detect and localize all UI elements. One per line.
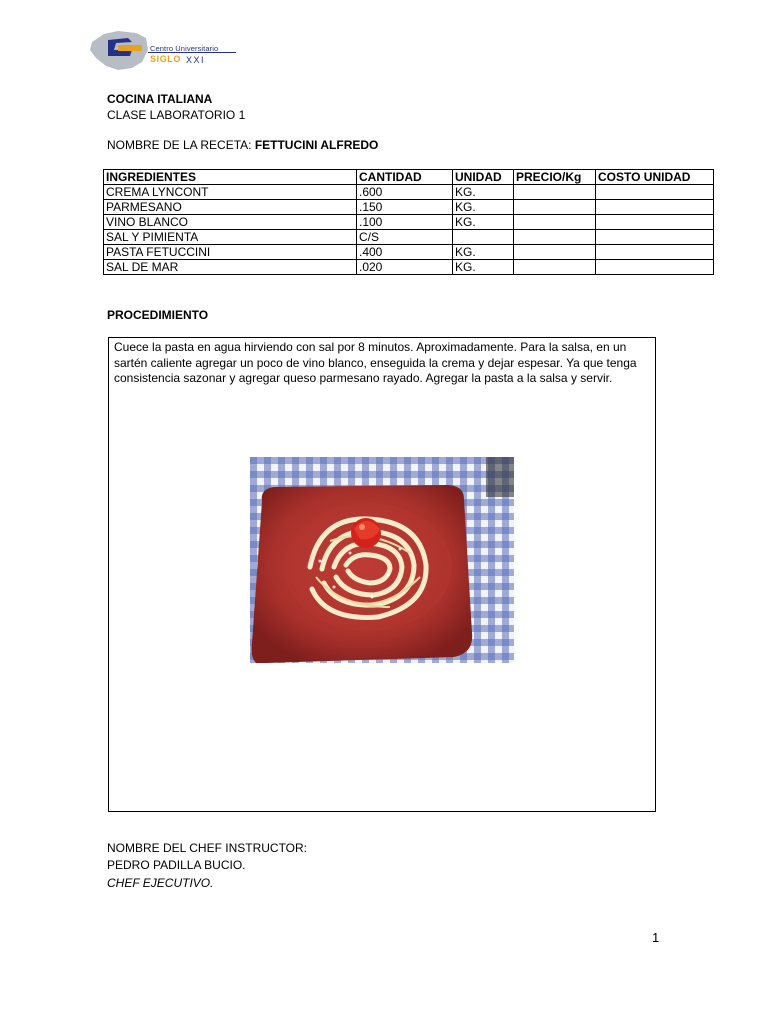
cell-quantity: .020 bbox=[357, 260, 453, 275]
course-title: COCINA ITALIANA bbox=[107, 92, 213, 106]
logo-text-centro: Centro Universitario bbox=[150, 44, 219, 53]
recipe-name-label: NOMBRE DE LA RECETA: bbox=[107, 138, 255, 152]
cell-price bbox=[514, 215, 596, 230]
cell-cost bbox=[596, 185, 714, 200]
cell-unit: KG. bbox=[453, 215, 514, 230]
cell-ingredient: SAL Y PIMIENTA bbox=[104, 230, 357, 245]
header-unidad: UNIDAD bbox=[453, 170, 514, 185]
cell-cost bbox=[596, 260, 714, 275]
table-row bbox=[104, 245, 714, 260]
header-cantidad: CANTIDAD bbox=[357, 170, 453, 185]
table-row bbox=[104, 260, 714, 275]
chef-label: NOMBRE DEL CHEF INSTRUCTOR: bbox=[107, 841, 308, 855]
header-precio-kg: PRECIO/Kg bbox=[514, 170, 596, 185]
chef-name: PEDRO PADILLA BUCIO. bbox=[107, 858, 246, 872]
procedure-text: Cuece la pasta en agua hirviendo con sal por 8 minutos. Aproximadamente. Para la salsa, en un sartén caliente agregar un poco de vino blanco, enseguida la crema y dejar espesar. Ya que tenga consistencia sazonar y agregar queso parmesano rayado. Agregar la pasta a la salsa y servir. bbox=[114, 340, 637, 385]
header-ingredientes: INGREDIENTES bbox=[104, 170, 357, 185]
cell-unit: KG. bbox=[453, 245, 514, 260]
page-number: 1 bbox=[652, 930, 660, 945]
procedure-title: PROCEDIMIENTO bbox=[107, 308, 209, 322]
chef-title: CHEF EJECUTIVO. bbox=[107, 876, 214, 890]
cell-price bbox=[514, 200, 596, 215]
cell-ingredient: SAL DE MAR bbox=[104, 260, 357, 275]
cell-quantity: .400 bbox=[357, 245, 453, 260]
cell-ingredient: PASTA FETUCCINI bbox=[104, 245, 357, 260]
cell-cost bbox=[596, 230, 714, 245]
cell-price bbox=[514, 245, 596, 260]
table-row bbox=[104, 215, 714, 230]
dish-photo bbox=[250, 457, 514, 663]
cell-cost bbox=[596, 245, 714, 260]
table-row bbox=[104, 200, 714, 215]
fettuccine-photo-icon bbox=[250, 457, 514, 663]
cell-price bbox=[514, 185, 596, 200]
cell-quantity: .150 bbox=[357, 200, 453, 215]
cell-unit bbox=[453, 230, 514, 245]
cell-ingredient: VINO BLANCO bbox=[104, 215, 357, 230]
cell-unit: KG. bbox=[453, 200, 514, 215]
table-row bbox=[104, 185, 714, 200]
header-costo-unidad: COSTO UNIDAD bbox=[596, 170, 714, 185]
cell-cost bbox=[596, 215, 714, 230]
logo-text-xxi: XXI bbox=[186, 55, 206, 65]
ingredients-table bbox=[103, 169, 714, 275]
table-row bbox=[104, 230, 714, 245]
cell-price bbox=[514, 230, 596, 245]
cell-ingredient: PARMESANO bbox=[104, 200, 357, 215]
recipe-name-line bbox=[107, 138, 378, 152]
cell-ingredient: CREMA LYNCONT bbox=[104, 185, 357, 200]
university-logo bbox=[88, 28, 238, 72]
cell-quantity: .100 bbox=[357, 215, 453, 230]
cell-price bbox=[514, 260, 596, 275]
cell-unit: KG. bbox=[453, 185, 514, 200]
logo-text-siglo: SIGLO bbox=[150, 54, 182, 64]
cell-quantity: C/S bbox=[357, 230, 453, 245]
cell-quantity: .600 bbox=[357, 185, 453, 200]
cell-unit: KG. bbox=[453, 260, 514, 275]
table-header-row bbox=[104, 170, 714, 185]
cell-cost bbox=[596, 200, 714, 215]
class-subtitle: CLASE LABORATORIO 1 bbox=[107, 108, 246, 122]
recipe-name: FETTUCINI ALFREDO bbox=[254, 138, 379, 152]
